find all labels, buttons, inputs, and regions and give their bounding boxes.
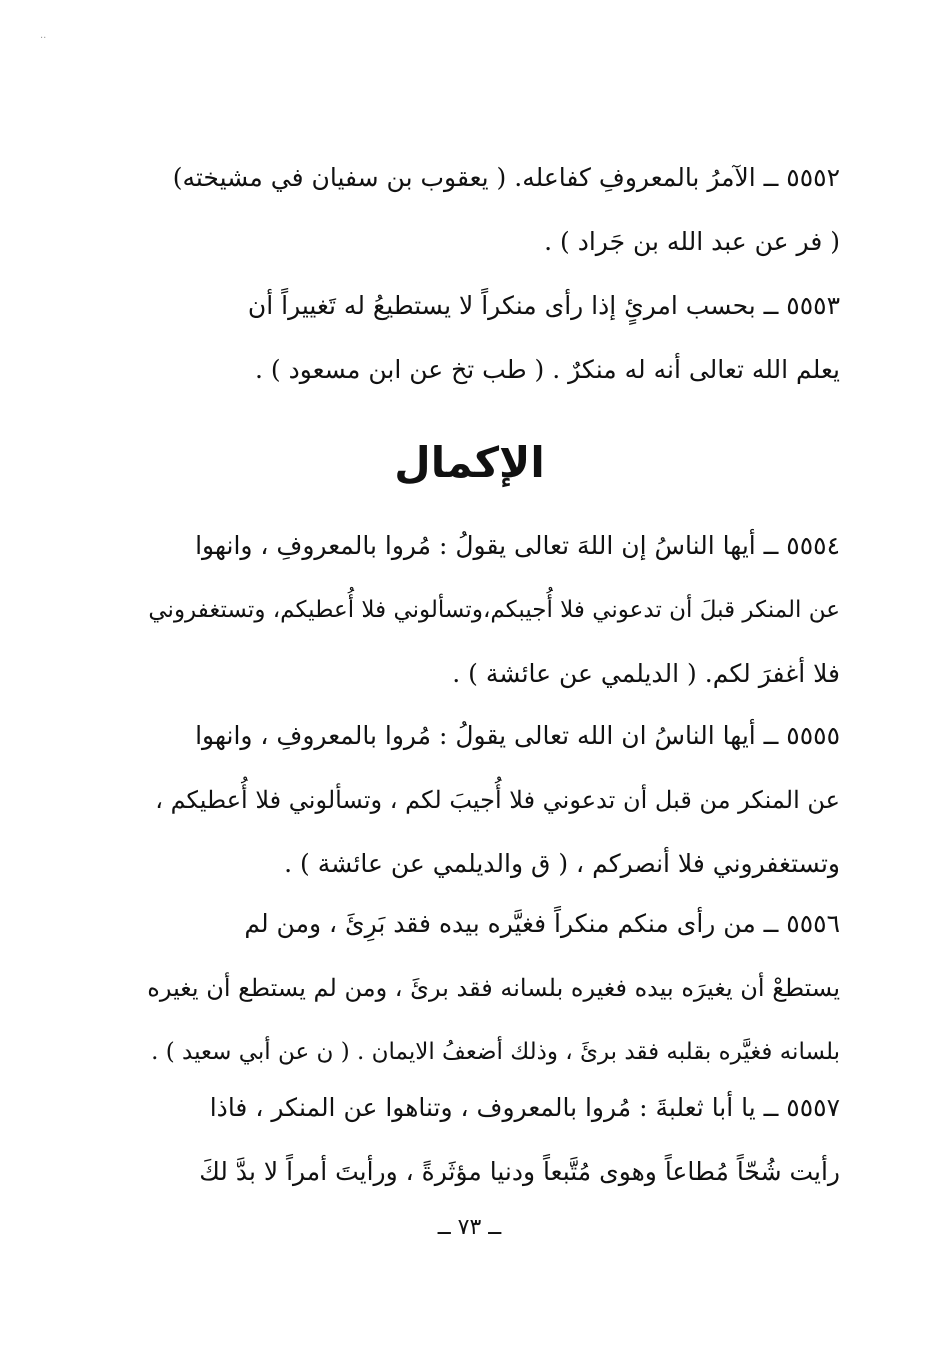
hadith-entry-5556 — [130, 892, 840, 1084]
text-line: ٥٥٥٧ ــ يا أبا ثعلبةَ : مُروا بالمعروف ، وتناهوا عن المنكر ، فاذا — [209, 1093, 840, 1122]
scan-mark: .. — [40, 30, 47, 41]
hadith-entry-5552 — [130, 146, 840, 274]
text-line: عن المنكر من قبل أن تدعوني فلا أُجيبَ لكم ، وتسألوني فلا أُعطيكم ، — [155, 786, 840, 814]
section-heading: الإكمال — [394, 438, 545, 487]
text-line: وتستغفروني فلا أنصركم ، ( ق والديلمي عن عائشة ) . — [284, 849, 840, 878]
text-line: بلسانه فغيَّره بقلبه فقد برئَ ، وذلك أضعفُ الايمان . ( ن عن أبي سعيد ) . — [151, 1039, 840, 1065]
text-line: عن المنكر قبلَ أن تدعوني فلا أُجيبكم،وتسألوني فلا أُعطيكم، وتستغفروني — [148, 597, 840, 623]
text-line: فلا أغفرَ لكم. ( الديلمي عن عائشة ) . — [452, 659, 840, 688]
hadith-entry-5553 — [130, 274, 840, 402]
text-line: ( فر عن عبد الله بن جَراد ) . — [544, 227, 840, 256]
page-number: ــ ٧٣ ــ — [437, 1215, 502, 1240]
text-line: يستطعْ أن يغيرَه بيده فغيره بلسانه فقد برئَ ، ومن لم يستطع أن يغيره — [147, 974, 840, 1002]
hadith-entry-5554 — [130, 514, 840, 706]
text-line: ٥٥٥٤ ــ أيها الناسُ إن اللهَ تعالى يقولُ : مُروا بالمعروفِ ، وانهوا — [195, 531, 840, 560]
hadith-entry-5555 — [130, 704, 840, 896]
text-line: ٥٥٥٥ ــ أيها الناسُ ان الله تعالى يقولُ : مُروا بالمعروفِ ، وانهوا — [195, 721, 840, 750]
text-line: يعلم الله تعالى أنه له منكرٌ . ( طب تخ عن ابن مسعود ) . — [254, 355, 840, 384]
text-line: ٥٥٥٣ ــ بحسب امرئٍ إذا رأى منكراً لا يستطيعُ له تَغييراً أن — [247, 291, 840, 320]
hadith-entry-5557 — [130, 1076, 840, 1204]
text-line: ٥٥٥٢ ــ الآمرُ بالمعروفِ كفاعله. ( يعقوب بن سفيان في مشيخته) — [172, 163, 840, 192]
text-line: ٥٥٥٦ ــ من رأى منكم منكراً فغيَّره بيده فقد بَرِئَ ، ومن لم — [244, 909, 840, 938]
text-line: رأيت شُحّاً مُطاعاً وهوى مُتَّبعاً ودنيا مؤثَرةً ، ورأيتَ أمراً لا بدَّ لكَ — [199, 1157, 840, 1186]
